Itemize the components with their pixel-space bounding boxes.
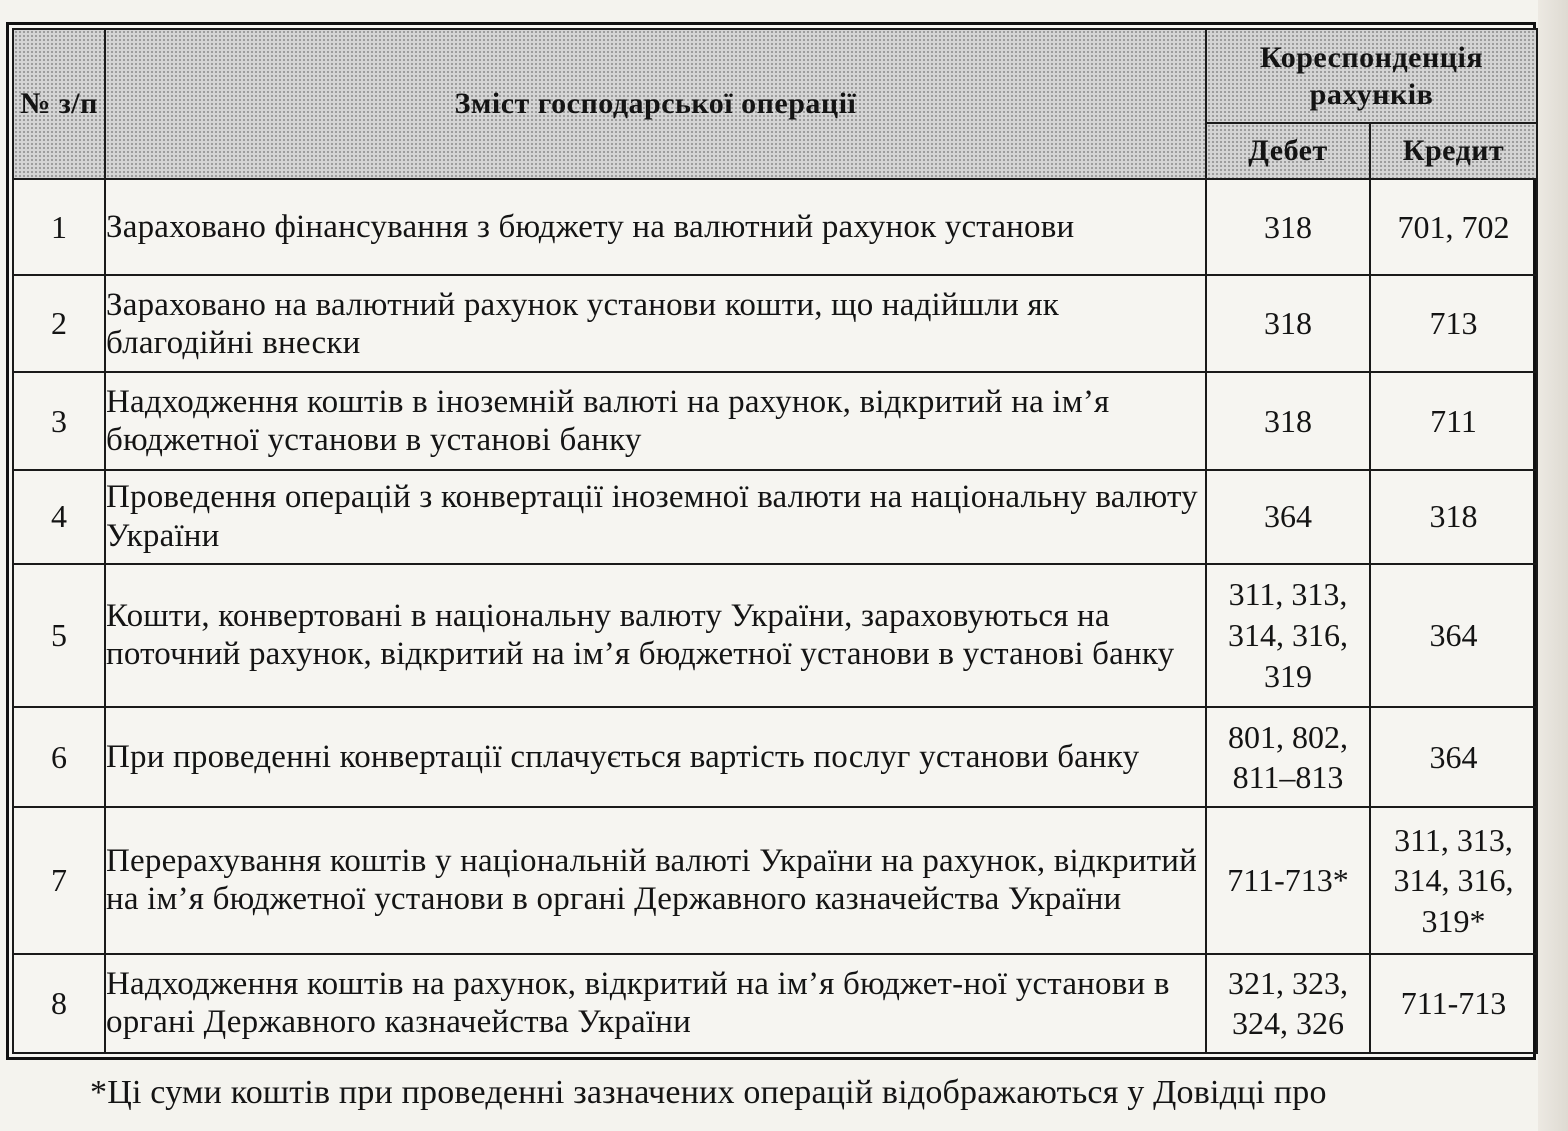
row-debit: 321, 323, 324, 326 [1206, 954, 1370, 1053]
header-content-label: Зміст господарської операції [454, 87, 857, 121]
row-debit: 318 [1206, 275, 1370, 372]
row-credit: 364 [1370, 564, 1537, 707]
row-number: 8 [13, 954, 105, 1053]
operations-table-frame [6, 22, 1536, 1060]
row-credit: 711-713 [1370, 954, 1537, 1053]
header-content [105, 29, 1206, 179]
row-number: 6 [13, 707, 105, 807]
row-description: Зараховано фінансування з бюджету на валютний рахунок установи [105, 179, 1206, 275]
row-credit: 364 [1370, 707, 1537, 807]
header-debit [1206, 123, 1370, 179]
row-number: 1 [13, 179, 105, 275]
row-description: Надходження коштів в іноземній валюті на рахунок, відкритий на ім’я бюджетної установи в установі банку [105, 372, 1206, 469]
row-debit: 364 [1206, 470, 1370, 564]
row-debit: 711-713* [1206, 807, 1370, 953]
table-row [13, 179, 1537, 275]
row-description: Перерахування коштів у національній валюті України на рахунок, відкритий на ім’я бюджетної установи в органі Державного казначейства України [105, 807, 1206, 953]
operations-table [12, 28, 1538, 1054]
row-description: Кошти, конвертовані в національну валюту України, зараховуються на поточний рахунок, відкритий на ім’я бюджетної установи в установі банку [105, 564, 1206, 707]
row-number: 5 [13, 564, 105, 707]
table-row [13, 470, 1537, 564]
table-row [13, 807, 1537, 953]
row-description: Проведення операцій з конвертації іноземної валюти на національну валюту України [105, 470, 1206, 564]
header-correspondence [1206, 29, 1537, 123]
table-row [13, 372, 1537, 469]
row-credit: 701, 702 [1370, 179, 1537, 275]
row-number: 7 [13, 807, 105, 953]
header-number [13, 29, 105, 179]
header-credit [1370, 123, 1537, 179]
row-debit: 318 [1206, 179, 1370, 275]
table-row [13, 275, 1537, 372]
row-description: Зараховано на валютний рахунок установи кошти, що надійшли як благодійні внески [105, 275, 1206, 372]
row-debit: 318 [1206, 372, 1370, 469]
header-correspondence-label: Кореспонденція рахунків [1259, 40, 1484, 111]
row-number: 2 [13, 275, 105, 372]
header-credit-label: Кредит [1402, 134, 1505, 168]
row-description: Надходження коштів на рахунок, відкритий на ім’я бюджет-ної установи в органі Державного казначейства України [105, 954, 1206, 1053]
table-row [13, 564, 1537, 707]
footnote: *Ці суми коштів при проведенні зазначених операцій відображаються у Довідці про [90, 1074, 1327, 1111]
row-description: При проведенні конвертації сплачується вартість послуг установи банку [105, 707, 1206, 807]
row-number: 3 [13, 372, 105, 469]
row-credit: 711 [1370, 372, 1537, 469]
header-debit-label: Дебет [1248, 134, 1328, 168]
row-credit: 318 [1370, 470, 1537, 564]
row-credit: 713 [1370, 275, 1537, 372]
row-debit: 311, 313, 314, 316, 319 [1206, 564, 1370, 707]
header-number-label: № з/п [20, 87, 98, 121]
row-debit: 801, 802, 811–813 [1206, 707, 1370, 807]
table-row [13, 954, 1537, 1053]
row-number: 4 [13, 470, 105, 564]
scan-edge-shadow [1538, 0, 1568, 1131]
table-row [13, 707, 1537, 807]
row-credit: 311, 313, 314, 316, 319* [1370, 807, 1537, 953]
